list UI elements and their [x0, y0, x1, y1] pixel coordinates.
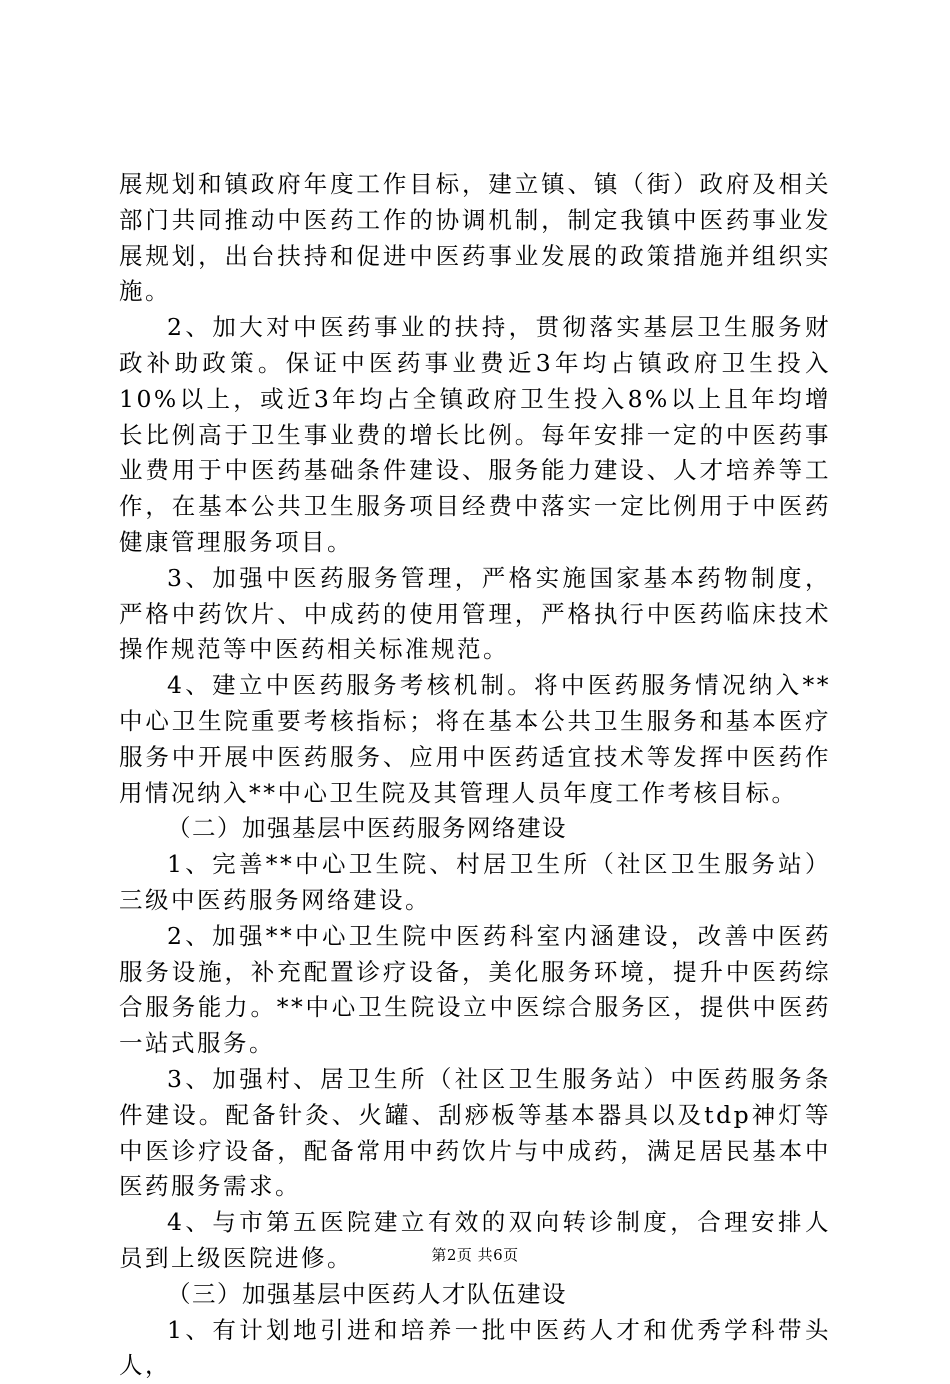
- paragraph-2: 2、加大对中医药事业的扶持，贯彻落实基层卫生服务财政补助政策。保证中医药事业费近3年均占镇政府卫生投入10%以上，或近3年均占全镇政府卫生投入8%以上且年均增长比例高于卫生事业费的增长比例。每年安排一定的中医药事业费用于中医药基础条件建设、服务能力建设、人才培养等工作，在基本公共卫生服务项目经费中落实一定比例用于中医药健康管理服务项目。: [119, 310, 831, 561]
- section-heading-2: （二）加强基层中医药服务网络建设: [119, 811, 831, 847]
- paragraph-7: 3、加强村、居卫生所（社区卫生服务站）中医药服务条件建设。配备针灸、火罐、刮痧板等基本器具以及tdp神灯等中医诊疗设备，配备常用中药饮片与中成药，满足居民基本中医药服务需求。: [119, 1062, 831, 1205]
- page-number-label: 第2页 共6页: [431, 1246, 518, 1264]
- paragraph-6: 2、加强**中心卫生院中医药科室内涵建设，改善中医药服务设施，补充配置诊疗设备，美化服务环境，提升中医药综合服务能力。**中心卫生院设立中医综合服务区，提供中医药一站式服务。: [119, 919, 831, 1062]
- paragraph-3: 3、加强中医药服务管理，严格实施国家基本药物制度，严格中药饮片、中成药的使用管理，严格执行中医药临床技术操作规范等中医药相关标准规范。: [119, 561, 831, 668]
- document-body: [119, 167, 831, 1384]
- paragraph-9: 1、有计划地引进和培养一批中医药人才和优秀学科带头人，: [119, 1313, 831, 1384]
- paragraph-5: 1、完善**中心卫生院、村居卫生所（社区卫生服务站）三级中医药服务网络建设。: [119, 847, 831, 919]
- paragraph-8: 4、与市第五医院建立有效的双向转诊制度，合理安排人员到上级医院进修。: [119, 1205, 831, 1277]
- paragraph-4: 4、建立中医药服务考核机制。将中医药服务情况纳入**中心卫生院重要考核指标；将在基本公共卫生服务和基本医疗服务中开展中医药服务、应用中医药适宜技术等发挥中医药作用情况纳入**中心卫生院及其管理人员年度工作考核目标。: [119, 668, 831, 811]
- page-footer: [0, 1244, 950, 1265]
- paragraph-1: 展规划和镇政府年度工作目标，建立镇、镇（街）政府及相关部门共同推动中医药工作的协调机制，制定我镇中医药事业发展规划，出台扶持和促进中医药事业发展的政策措施并组织实施。: [119, 167, 831, 310]
- section-heading-3: （三）加强基层中医药人才队伍建设: [119, 1277, 831, 1313]
